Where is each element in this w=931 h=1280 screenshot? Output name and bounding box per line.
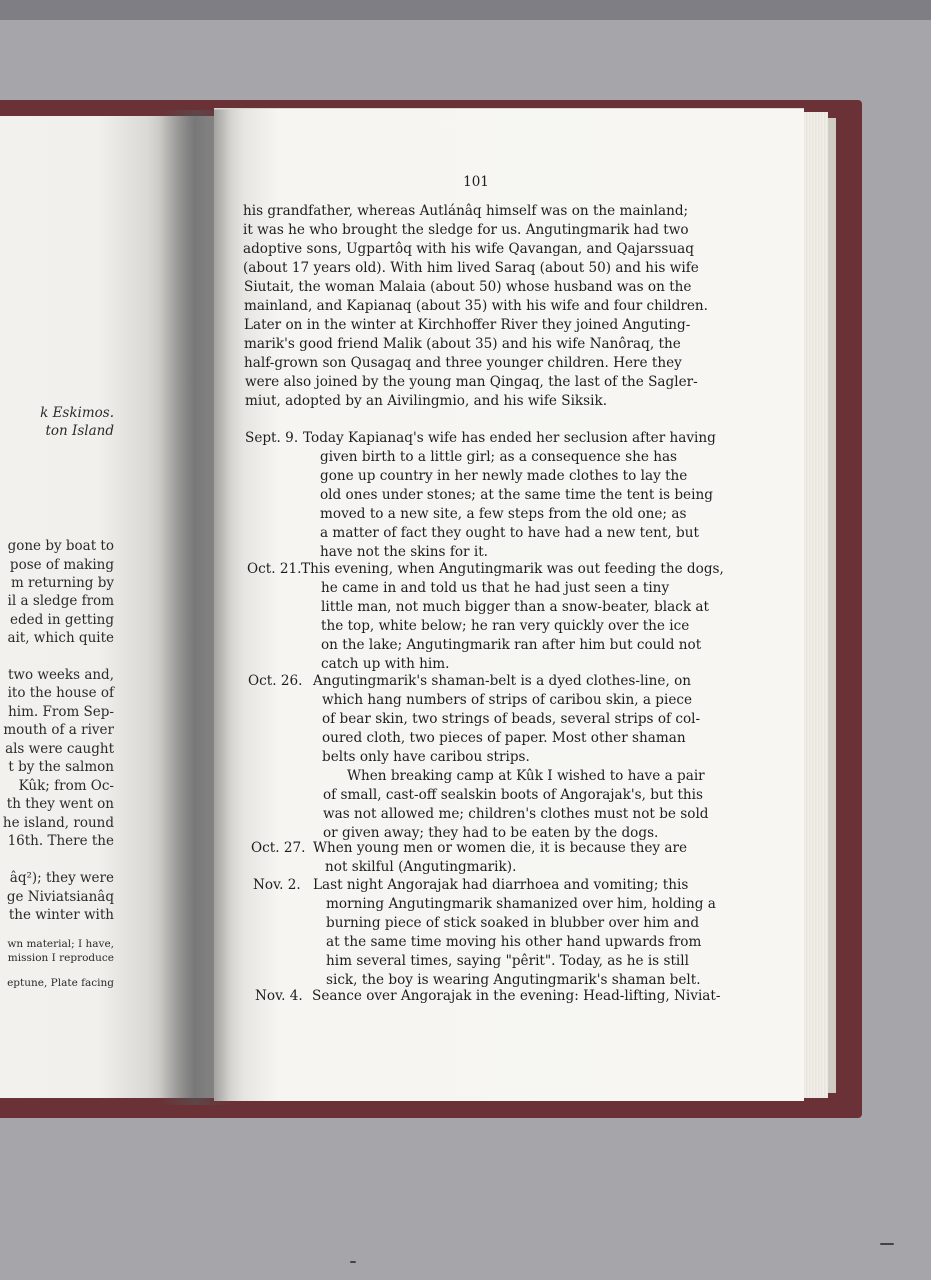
page-stack-edge [804, 112, 828, 1098]
left-fragment: ito the house of [7, 685, 114, 701]
paragraph-line: half-grown son Qusagaq and three younger children. Here they [244, 355, 682, 371]
entry-line: morning Angutingmarik shamanized over him, holding a [326, 896, 716, 912]
paragraph-line: (about 17 years old). With him lived Saraq (about 50) and his wife [243, 260, 699, 276]
right-page-text [214, 109, 804, 1101]
scanner-speck [350, 1261, 356, 1263]
entry-line: which hang numbers of strips of caribou skin, a piece [322, 692, 693, 708]
entry-line: Today Kapianaq's wife has ended her seclusion after having [303, 430, 716, 446]
entry-line: burning piece of stick soaked in blubber over him and [326, 915, 700, 931]
entry-line: catch up with him. [321, 656, 450, 672]
left-fragment: t by the salmon [8, 759, 114, 775]
left-footnote: wn material; I have, [7, 938, 114, 950]
left-fragment: als were caught [5, 741, 114, 757]
paragraph-line: were also joined by the young man Qingaq, the last of the Sagler- [245, 374, 698, 390]
entry-line: him several times, saying "pêrit". Today, as he is still [326, 953, 689, 969]
entry-line: sick, the boy is wearing Angutingmarik's shaman belt. [326, 972, 701, 988]
left-fragment: ton Island [45, 423, 114, 439]
left-fragment: 16th. There the [7, 833, 114, 849]
entry-date: Nov. 2. [253, 877, 301, 893]
entry-line: have not the skins for it. [320, 544, 488, 560]
entry-line: given birth to a little girl; as a consequence she has [320, 449, 678, 465]
entry-line: gone up country in her newly made clothes to lay the [320, 468, 688, 484]
left-fragment: il a sledge from [7, 593, 114, 609]
left-fragment: him. From Sep- [8, 704, 114, 720]
left-fragment: m returning by [10, 575, 114, 591]
left-fragment: Kûk; from Oc- [18, 778, 114, 794]
left-fragment: two weeks and, [7, 667, 114, 683]
entry-line: oured cloth, two pieces of paper. Most other shaman [322, 730, 686, 746]
entry-line: When breaking camp at Kûk I wished to have a pair [347, 768, 705, 784]
paragraph-line: mainland, and Kapianaq (about 35) with his wife and four children. [244, 298, 708, 314]
entry-line: not skilful (Angutingmarik). [325, 859, 517, 875]
entry-line: Angutingmarik's shaman-belt is a dyed clothes-line, on [313, 673, 692, 689]
left-fragment: eded in getting [10, 612, 114, 628]
entry-date: Oct. 26. [248, 673, 303, 689]
entry-line: of small, cast-off sealskin boots of Angorajak's, but this [323, 787, 703, 803]
left-fragment: ait, which quite [7, 630, 114, 646]
scanner-speck [880, 1243, 894, 1245]
entry-line: Seance over Angorajak in the evening: Head-lifting, Niviat- [312, 988, 721, 1004]
entry-line: he came in and told us that he had just seen a tiny [321, 580, 670, 596]
left-fragment: mouth of a river [3, 722, 114, 738]
paragraph-line: miut, adopted by an Aivilingmio, and his wife Siksik. [245, 393, 608, 409]
right-page [214, 108, 804, 1101]
paragraph-line: Later on in the winter at Kirchhoffer River they joined Anguting- [244, 317, 691, 333]
page-number: 101 [463, 174, 489, 190]
left-footnote: mission I reproduce [7, 952, 114, 964]
entry-line: This evening, when Angutingmarik was out feeding the dogs, [301, 561, 724, 577]
entry-line: When young men or women die, it is because they are [313, 840, 688, 856]
left-fragment: the winter with [8, 907, 114, 923]
left-fragment: pose of making [9, 557, 114, 573]
left-footnote: eptune, Plate facing [7, 977, 114, 989]
entry-line: moved to a new site, a few steps from the old one; as [320, 506, 687, 522]
entry-line: or given away; they had to be eaten by the dogs. [323, 825, 659, 841]
left-fragment: he island, round [2, 815, 114, 831]
entry-line: the top, white below; he ran very quickly over the ice [321, 618, 690, 634]
entry-line: of bear skin, two strings of beads, several strips of col- [322, 711, 701, 727]
book-gutter-shadow [160, 110, 230, 1105]
entry-line: belts only have caribou strips. [322, 749, 530, 765]
page-stack-shadow [828, 118, 836, 1093]
entry-line: on the lake; Angutingmarik ran after him but could not [321, 637, 702, 653]
paragraph-line: it was he who brought the sledge for us. Angutingmarik had two [243, 222, 689, 238]
entry-line: a matter of fact they ought to have had a new tent, but [320, 525, 699, 541]
entry-line: old ones under stones; at the same time the tent is being [320, 487, 713, 503]
paragraph-line: Siutait, the woman Malaia (about 50) whose husband was on the [244, 279, 692, 295]
entry-line: Last night Angorajak had diarrhoea and vomiting; this [313, 877, 689, 893]
left-fragment: k Eskimos. [40, 405, 114, 421]
entry-date: Oct. 21. [247, 561, 302, 577]
paragraph-line: adoptive sons, Ugpartôq with his wife Qavangan, and Qajarssuaq [243, 241, 694, 257]
entry-date: Oct. 27. [251, 840, 306, 856]
entry-date: Sept. 9. [245, 430, 299, 446]
entry-date: Nov. 4. [255, 988, 303, 1004]
left-fragment: ge Niviatsianâq [6, 889, 114, 905]
entry-line: little man, not much bigger than a snow-beater, black at [321, 599, 709, 615]
left-fragment: th they went on [6, 796, 114, 812]
left-fragment: gone by boat to [7, 538, 114, 554]
left-fragment: âq²); they were [9, 870, 114, 886]
entry-line: was not allowed me; children's clothes must not be sold [323, 806, 709, 822]
entry-line: at the same time moving his other hand upwards from [326, 934, 702, 950]
paragraph-line: his grandfather, whereas Autlánâq himself was on the mainland; [243, 203, 689, 219]
paragraph-line: marik's good friend Malik (about 35) and his wife Nanôraq, the [244, 336, 681, 352]
scanner-background-top [0, 0, 931, 20]
